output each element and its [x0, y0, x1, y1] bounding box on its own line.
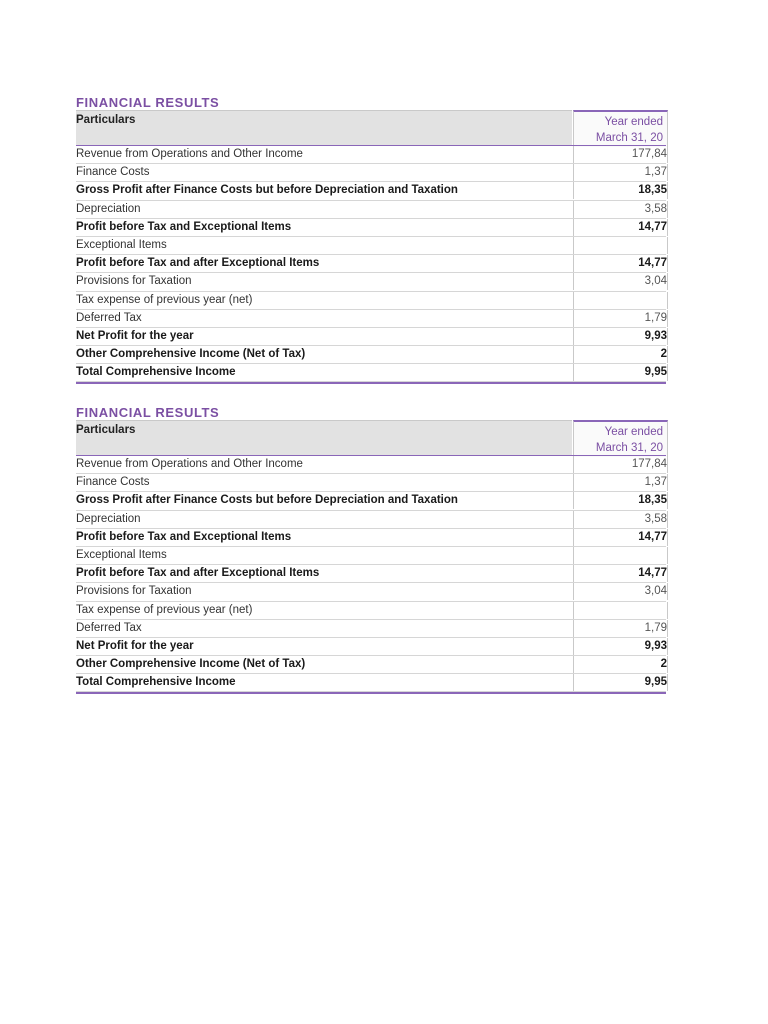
particulars-label: Particulars — [76, 424, 136, 436]
row-label: Provisions for Taxation — [76, 275, 192, 288]
table-row — [76, 547, 666, 565]
value-cell — [573, 237, 668, 254]
row-label: Exceptional Items — [76, 548, 167, 561]
row-value: 14,77 — [638, 567, 667, 580]
row-value: 1,37 — [644, 476, 667, 489]
column-header-line-2: March 31, 20 — [595, 442, 663, 454]
row-value: 2 — [660, 348, 667, 361]
row-label: Depreciation — [76, 202, 141, 215]
table-row — [76, 255, 666, 273]
row-label: Profit before Tax and after Exceptional Items — [76, 567, 320, 580]
table-row — [76, 346, 666, 364]
value-cell — [573, 255, 668, 272]
table-row — [76, 674, 666, 692]
value-cell — [573, 328, 668, 345]
particulars-label: Particulars — [76, 114, 136, 126]
row-value: 3,58 — [644, 202, 667, 215]
row-label: Net Profit for the year — [76, 329, 194, 342]
particulars-header-cell — [76, 420, 572, 455]
table-row — [76, 182, 666, 200]
table-row — [76, 328, 666, 346]
table-row — [76, 364, 666, 382]
table-row — [76, 656, 666, 674]
row-label: Total Comprehensive Income — [76, 366, 236, 379]
row-label: Revenue from Operations and Other Income — [76, 458, 303, 470]
row-label: Deferred Tax — [76, 311, 142, 324]
row-value: 177,84 — [631, 148, 667, 160]
financial-results-section — [76, 406, 666, 694]
table-row — [76, 237, 666, 255]
table-row — [76, 492, 666, 510]
table-row — [76, 529, 666, 547]
table-row — [76, 638, 666, 656]
financial-results-section — [76, 96, 666, 384]
row-value: 18,35 — [638, 494, 667, 507]
table-row — [76, 620, 666, 638]
row-value: 9,95 — [644, 676, 667, 689]
year-column-header — [573, 110, 668, 147]
value-cell — [573, 656, 668, 673]
table-row — [76, 292, 666, 310]
table-row — [76, 310, 666, 328]
value-cell — [573, 474, 668, 491]
value-cell — [573, 547, 668, 564]
value-cell — [573, 273, 668, 290]
table-row — [76, 201, 666, 219]
value-cell — [573, 219, 668, 236]
row-label: Tax expense of previous year (net) — [76, 603, 253, 616]
value-cell — [573, 674, 668, 691]
value-cell — [573, 565, 668, 582]
value-cell — [573, 201, 668, 218]
column-header-line-2: March 31, 20 — [595, 132, 663, 144]
table-row — [76, 583, 666, 601]
row-label: Provisions for Taxation — [76, 585, 192, 598]
table-row — [76, 474, 666, 492]
row-value: 3,04 — [644, 275, 667, 288]
value-cell — [573, 583, 668, 600]
row-value: 14,77 — [638, 220, 667, 233]
value-cell — [573, 346, 668, 363]
table-bottom-border — [76, 382, 666, 384]
value-cell — [573, 529, 668, 546]
row-label: Finance Costs — [76, 166, 150, 179]
value-cell — [573, 364, 668, 381]
row-value: 9,93 — [644, 639, 667, 652]
row-value: 14,77 — [638, 530, 667, 543]
value-cell — [573, 292, 668, 309]
column-header-line-1: Year ended — [604, 426, 663, 438]
row-value: 3,58 — [644, 512, 667, 525]
table-row — [76, 146, 666, 164]
row-label: Exceptional Items — [76, 238, 167, 251]
table-row — [76, 565, 666, 583]
row-value: 1,79 — [644, 311, 667, 324]
table-header — [76, 420, 666, 456]
row-label: Gross Profit after Finance Costs but before Depreciation and Taxation — [76, 494, 458, 507]
table-bottom-border — [76, 692, 666, 694]
section-title: FINANCIAL RESULTS — [76, 95, 220, 110]
table-row — [76, 456, 666, 474]
particulars-header-cell — [76, 110, 572, 145]
row-label: Gross Profit after Finance Costs but before Depreciation and Taxation — [76, 184, 458, 197]
table-row — [76, 219, 666, 237]
value-cell — [573, 164, 668, 181]
row-label: Revenue from Operations and Other Income — [76, 148, 303, 160]
table-row — [76, 273, 666, 291]
row-label: Profit before Tax and after Exceptional Items — [76, 257, 320, 270]
row-label: Tax expense of previous year (net) — [76, 293, 253, 306]
value-cell — [573, 182, 668, 199]
row-value: 1,37 — [644, 166, 667, 179]
table-body — [76, 456, 666, 692]
row-label: Deferred Tax — [76, 621, 142, 634]
value-cell — [573, 602, 668, 619]
row-value: 9,95 — [644, 366, 667, 379]
value-cell — [573, 620, 668, 637]
table-body — [76, 146, 666, 382]
column-header-line-1: Year ended — [604, 116, 663, 128]
table-row — [76, 164, 666, 182]
table-row — [76, 602, 666, 620]
row-value: 2 — [660, 658, 667, 671]
value-cell — [573, 492, 668, 509]
row-label: Total Comprehensive Income — [76, 676, 236, 689]
table-row — [76, 511, 666, 529]
row-value: 14,77 — [638, 257, 667, 270]
table-header — [76, 110, 666, 146]
row-value: 177,84 — [631, 458, 667, 470]
row-label: Profit before Tax and Exceptional Items — [76, 220, 292, 233]
row-label: Profit before Tax and Exceptional Items — [76, 530, 292, 543]
row-value: 9,93 — [644, 329, 667, 342]
value-cell — [573, 638, 668, 655]
row-value: 3,04 — [644, 585, 667, 598]
value-cell — [573, 310, 668, 327]
row-label: Other Comprehensive Income (Net of Tax) — [76, 658, 306, 671]
row-label: Finance Costs — [76, 476, 150, 489]
value-cell — [573, 146, 668, 163]
section-title: FINANCIAL RESULTS — [76, 405, 220, 420]
year-column-header — [573, 420, 668, 457]
row-value: 18,35 — [638, 184, 667, 197]
row-label: Other Comprehensive Income (Net of Tax) — [76, 348, 306, 361]
value-cell — [573, 456, 668, 473]
value-cell — [573, 511, 668, 528]
row-value: 1,79 — [644, 621, 667, 634]
row-label: Net Profit for the year — [76, 639, 194, 652]
row-label: Depreciation — [76, 512, 141, 525]
